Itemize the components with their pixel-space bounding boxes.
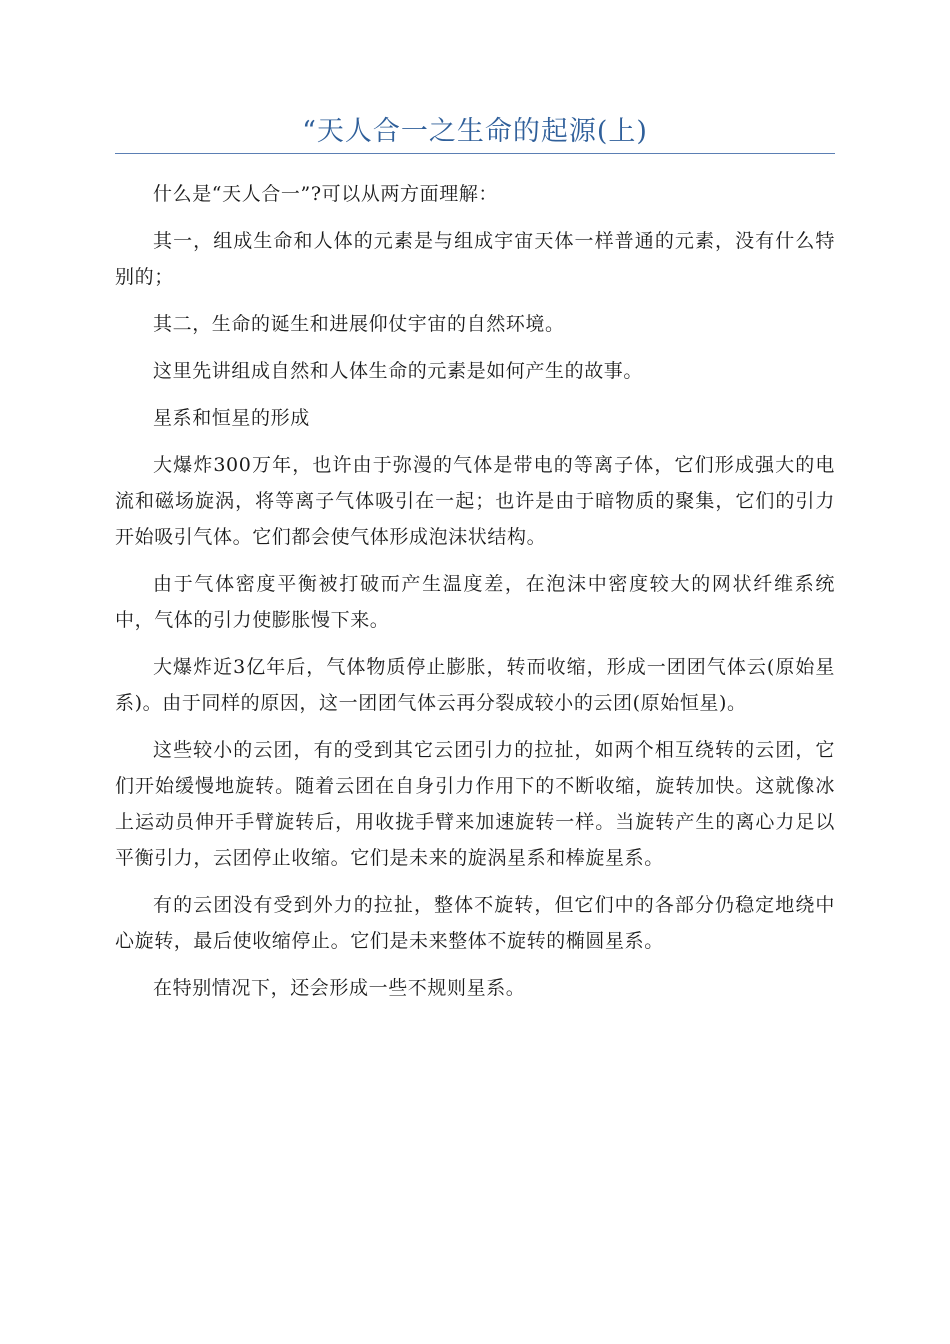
paragraph-temperature-difference: 由于气体密度平衡被打破而产生温度差，在泡沫中密度较大的网状纤维系统中，气体的引力使膨胀慢下来。 <box>115 573 835 631</box>
paragraph-plasma-dark-matter: 大爆炸300万年，也许由于弥漫的气体是带电的等离子体，它们形成强大的电流和磁场旋涡，将等离子气体吸引在一起；也许是由于暗物质的聚集，它们的引力开始吸引气体。它们都会使气体形成泡沫状结构。 <box>115 454 835 548</box>
document-body <box>115 176 835 1017</box>
paragraph-intro-story: 这里先讲组成自然和人体生命的元素是如何产生的故事。 <box>153 360 644 382</box>
section-heading-galaxy-formation: 星系和恒星的形成 <box>153 407 310 429</box>
paragraph-second-aspect: 其二，生命的诞生和进展仰仗宇宙的自然环境。 <box>153 313 565 335</box>
paragraph-elliptical-galaxies: 有的云团没有受到外力的拉扯，整体不旋转，但它们中的各部分仍稳定地绕中心旋转，最后使收缩停止。它们是未来整体不旋转的椭圆星系。 <box>115 894 835 952</box>
paragraph-irregular-galaxies: 在特别情况下，还会形成一些不规则星系。 <box>153 977 526 999</box>
paragraph-gas-clouds: 大爆炸近3亿年后，气体物质停止膨胀，转而收缩，形成一团团气体云(原始星系)。由于同样的原因，这一团团气体云再分裂成较小的云团(原始恒星)。 <box>115 656 835 714</box>
paragraph-definition-question: 什么是“天人合一”?可以从两方面理解： <box>153 183 499 205</box>
title-underline <box>115 153 835 154</box>
paragraph-first-aspect: 其一，组成生命和人体的元素是与组成宇宙天体一样普通的元素，没有什么特别的； <box>115 230 835 288</box>
paragraph-rotating-clouds: 这些较小的云团，有的受到其它云团引力的拉扯，如两个相互绕转的云团，它们开始缓慢地旋转。随着云团在自身引力作用下的不断收缩，旋转加快。这就像冰上运动员伸开手臂旋转后，用收拢手臂来加速旋转一样。当旋转产生的离心力足以平衡引力，云团停止收缩。它们是未来的旋涡星系和棒旋星系。 <box>115 739 835 869</box>
document-title: “天人合一之生命的起源(上) <box>302 116 648 147</box>
